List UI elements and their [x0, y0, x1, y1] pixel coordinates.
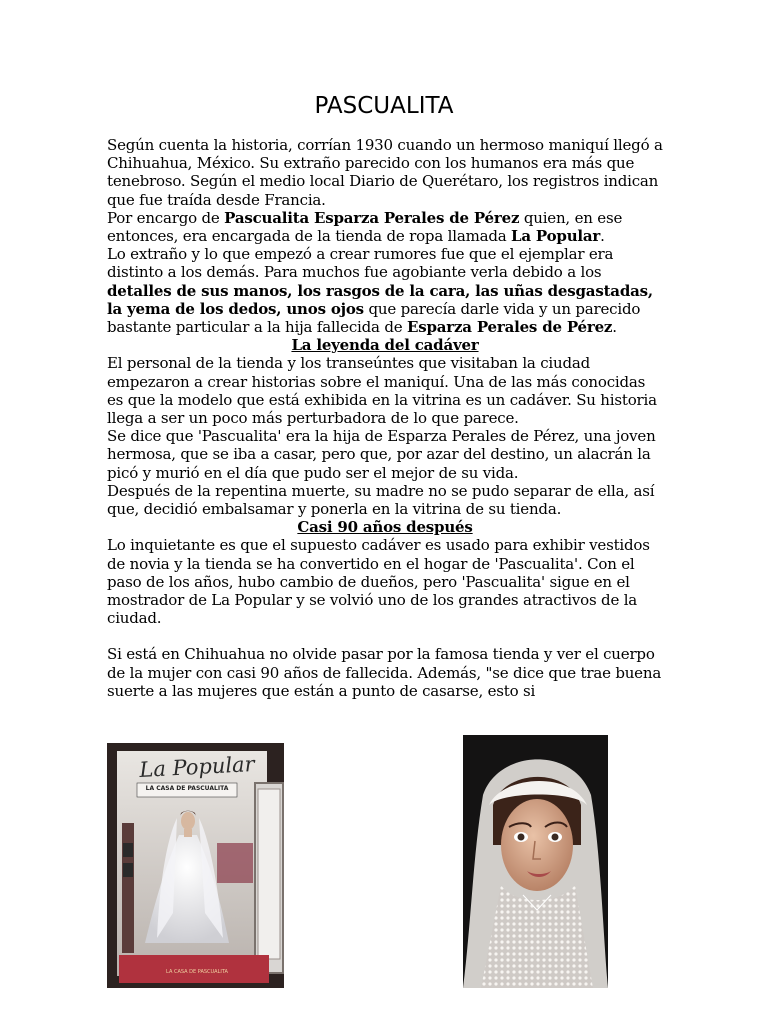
paragraph-embalm: Después de la repentina muerte, su madre no se pudo separar de ella, así que, decidió embalsamar y ponerla en la vitrina de su tienda. [107, 481, 655, 519]
store-sign: La Popular [138, 751, 256, 783]
storefront-photo [107, 743, 284, 988]
section-heading-legend: La leyenda del cadáver [291, 336, 479, 355]
floor-mat-text: LA CASA DE PASCUALITA [166, 969, 228, 975]
page-title: PASCUALITA [314, 93, 454, 119]
paragraph-daughter: Se dice que 'Pascualita' era la hija de Esparza Perales de Pérez, una joven hermosa, que se iba a casar, pero que, por azar del destino, un alacrán la picó y murió en el día que pudo ser el mejor de su vida. [107, 427, 656, 482]
mannequin-closeup-photo [463, 735, 608, 988]
store-banner-text: LA CASA DE PASCUALITA [145, 785, 229, 792]
section-heading-90-years: Casi 90 años después [297, 518, 473, 537]
paragraph-visit: Si está en Chihuahua no olvide pasar por la famosa tienda y ver el cuerpo de la mujer con casi 90 años de fallecida. Además, "se dice que trae buena suerte a las mujeres que están a punto de casarse, esto si [107, 645, 662, 700]
paragraph-display: Lo inquietante es que el supuesto cadáver es usado para exhibir vestidos de novia y la tienda se ha convertido en el hogar de 'Pascualita'. Con el paso de los años, hubo cambio de dueños, pero 'Pascualita' sigue en el mostrador de La Popular y se volvió uno de los grandes atractivos de la ciudad. [107, 536, 650, 628]
paragraph-rumors: Lo extraño y lo que empezó a crear rumores fue que el ejemplar era distinto a los demás. Para muchos fue agobiante verla debido a los detalles de sus manos, los rasgos de la cara, las uñas desgastadas, la yema de los dedos, unos ojos que parecía darle vida y un parecido bastante particular a la hija fallecida de Esparza Perales de Pérez. [107, 245, 653, 337]
paragraph-intro: Según cuenta la historia, corrían 1930 cuando un hermoso maniquí llegó a Chihuahua, México. Su extraño parecido con los humanos era más que tenebroso. Según el medio local Diario de Querétaro, los registros indican que fue traída desde Francia. [107, 136, 663, 209]
storefront-illustration [107, 743, 284, 988]
paragraph-spacer [107, 627, 663, 645]
paragraph-legend: El personal de la tienda y los transeúntes que visitaban la ciudad empezaron a crear historias sobre el maniquí. Una de las más conocidas es que la modelo que está exhibida en la vitrina es un cadáver. Su historia llega a ser un poco más perturbadora de lo que parece. [107, 354, 657, 428]
mannequin-illustration [463, 735, 608, 988]
article-body [107, 136, 663, 700]
paragraph-commission: Por encargo de Pascualita Esparza Perales de Pérez quien, en ese entonces, era encargada de la tienda de ropa llamada La Popular. [107, 208, 623, 246]
